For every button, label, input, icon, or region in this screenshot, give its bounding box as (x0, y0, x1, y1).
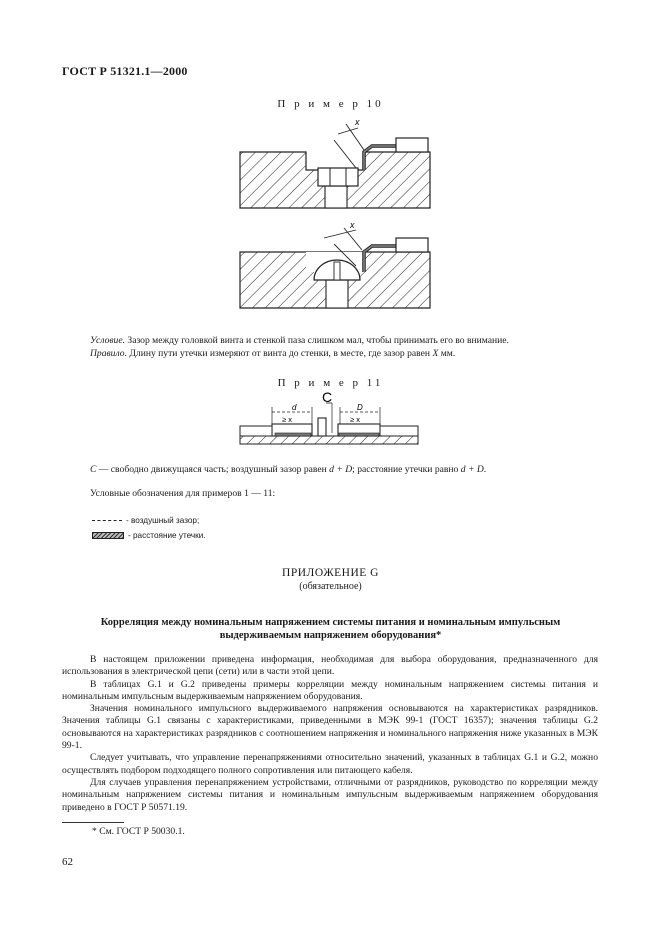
legend-air-gap-label: - воздушный зазор; (126, 516, 200, 525)
page-number: 62 (62, 856, 73, 868)
screw-shank (325, 186, 347, 208)
caption-expr2: d + D (460, 464, 484, 475)
base-plate (240, 436, 418, 444)
legend-creepage (92, 531, 206, 540)
example-10-title: П р и м е р 10 (277, 98, 384, 110)
appendix-heading-line1: Корреляция между номинальным напряжением системы питания и номинальным импульсным (100, 617, 561, 628)
label-c: C (322, 389, 333, 405)
appendix-subtitle: (обязательное) (299, 581, 362, 592)
caption-mid2: ; расстояние утечки равно (352, 464, 461, 475)
legend-intro: Условные обозначения для примеров 1 — 11: (90, 488, 276, 499)
appendix-title: ПРИЛОЖЕНИЕ G (282, 567, 379, 579)
figure-hex-screw (240, 117, 430, 208)
dim-label-x-bottom: x (350, 220, 355, 230)
moving-part-c (318, 418, 326, 436)
caption-mid1: — свободно движущаяся часть; воздушный зазор равен (96, 464, 330, 475)
rule-note (90, 346, 610, 362)
footnote-rule (62, 822, 124, 823)
paragraph: В настоящем приложении приведена информация, необходимая для выбора оборудования, предназначенного для использования в электрической цепи (сети) или в части этой цепи. (62, 654, 598, 678)
rule-text: Длину пути утечки измеряют от винта до стенки, в месте, где зазор равен (126, 348, 433, 359)
appendix-heading (0, 616, 661, 642)
figure-round-screw (240, 220, 430, 308)
dashed-line-symbol (92, 520, 122, 521)
rule-label: Правило. (90, 348, 127, 359)
paragraph: Следует учитывать, что управление перенапряжениями относительно значений, указанных в таблицах G.1 и G.2, можно осуществлять подбором подходящего полного сопротивления или питающего кабеля. (62, 752, 598, 776)
hatched-bar-symbol (92, 532, 124, 539)
appendix-body (62, 654, 598, 814)
dim-label-x-top: x (355, 117, 360, 127)
label-d-small: d (292, 403, 297, 412)
rule-end: мм. (438, 348, 456, 359)
paragraph: Для случаев управления перенапряжением устройствами, отличными от разрядников, руководство по корреляции между номинальным напряжением системы питания и номинальным импульсным выдерживаемым напряжением оборудования приведено в ГОСТ Р 50571.19. (62, 776, 598, 813)
example-10-figure (0, 0, 661, 330)
hex-head (318, 168, 358, 186)
caption-end: . (483, 464, 487, 475)
document-header: ГОСТ Р 51321.1—2000 (62, 64, 188, 78)
caption-c: C (90, 464, 97, 475)
appendix-heading-line2: выдерживаемым напряжением оборудования* (219, 630, 442, 641)
legend-air-gap (92, 516, 199, 525)
example-11-title: П р и м е р 11 (277, 377, 384, 389)
label-ge-x-left: ≥ x (282, 415, 292, 424)
label-d-large: D (357, 403, 363, 412)
screw-shank-2 (326, 280, 348, 308)
paragraph: В таблицах G.1 и G.2 приведены примеры корреляции между номинальным напряжением системы питания и номинальным импульсным выдерживаемым напряжением оборудования. (62, 678, 598, 702)
example-11-caption (90, 462, 610, 478)
example-11-figure (0, 385, 661, 450)
footnote: * См. ГОСТ Р 50030.1. (92, 826, 185, 837)
condition-text: Зазор между головкой винта и стенкой паза слишком мал, чтобы принимать его во внимание. (124, 335, 509, 346)
caption-expr1: d + D (329, 464, 353, 475)
paragraph: Значения номинального импульсного выдерживаемого напряжения основываются на характеристиках разрядников. Значения таблицы G.1 связаны с характеристиками, приведенными в МЭК 99-1 (ГОСТ 16357); значения таблицы G.2 основываются на характеристиках разрядников с соотношением напряжения и номинального напряжения ниже указанных в МЭК 99-1. (62, 703, 598, 752)
condition-label: Условие. (90, 335, 125, 346)
rule-variable: X (432, 348, 439, 359)
legend-creepage-label: - расстояние утечки. (128, 531, 206, 540)
label-ge-x-right: ≥ x (350, 415, 360, 424)
